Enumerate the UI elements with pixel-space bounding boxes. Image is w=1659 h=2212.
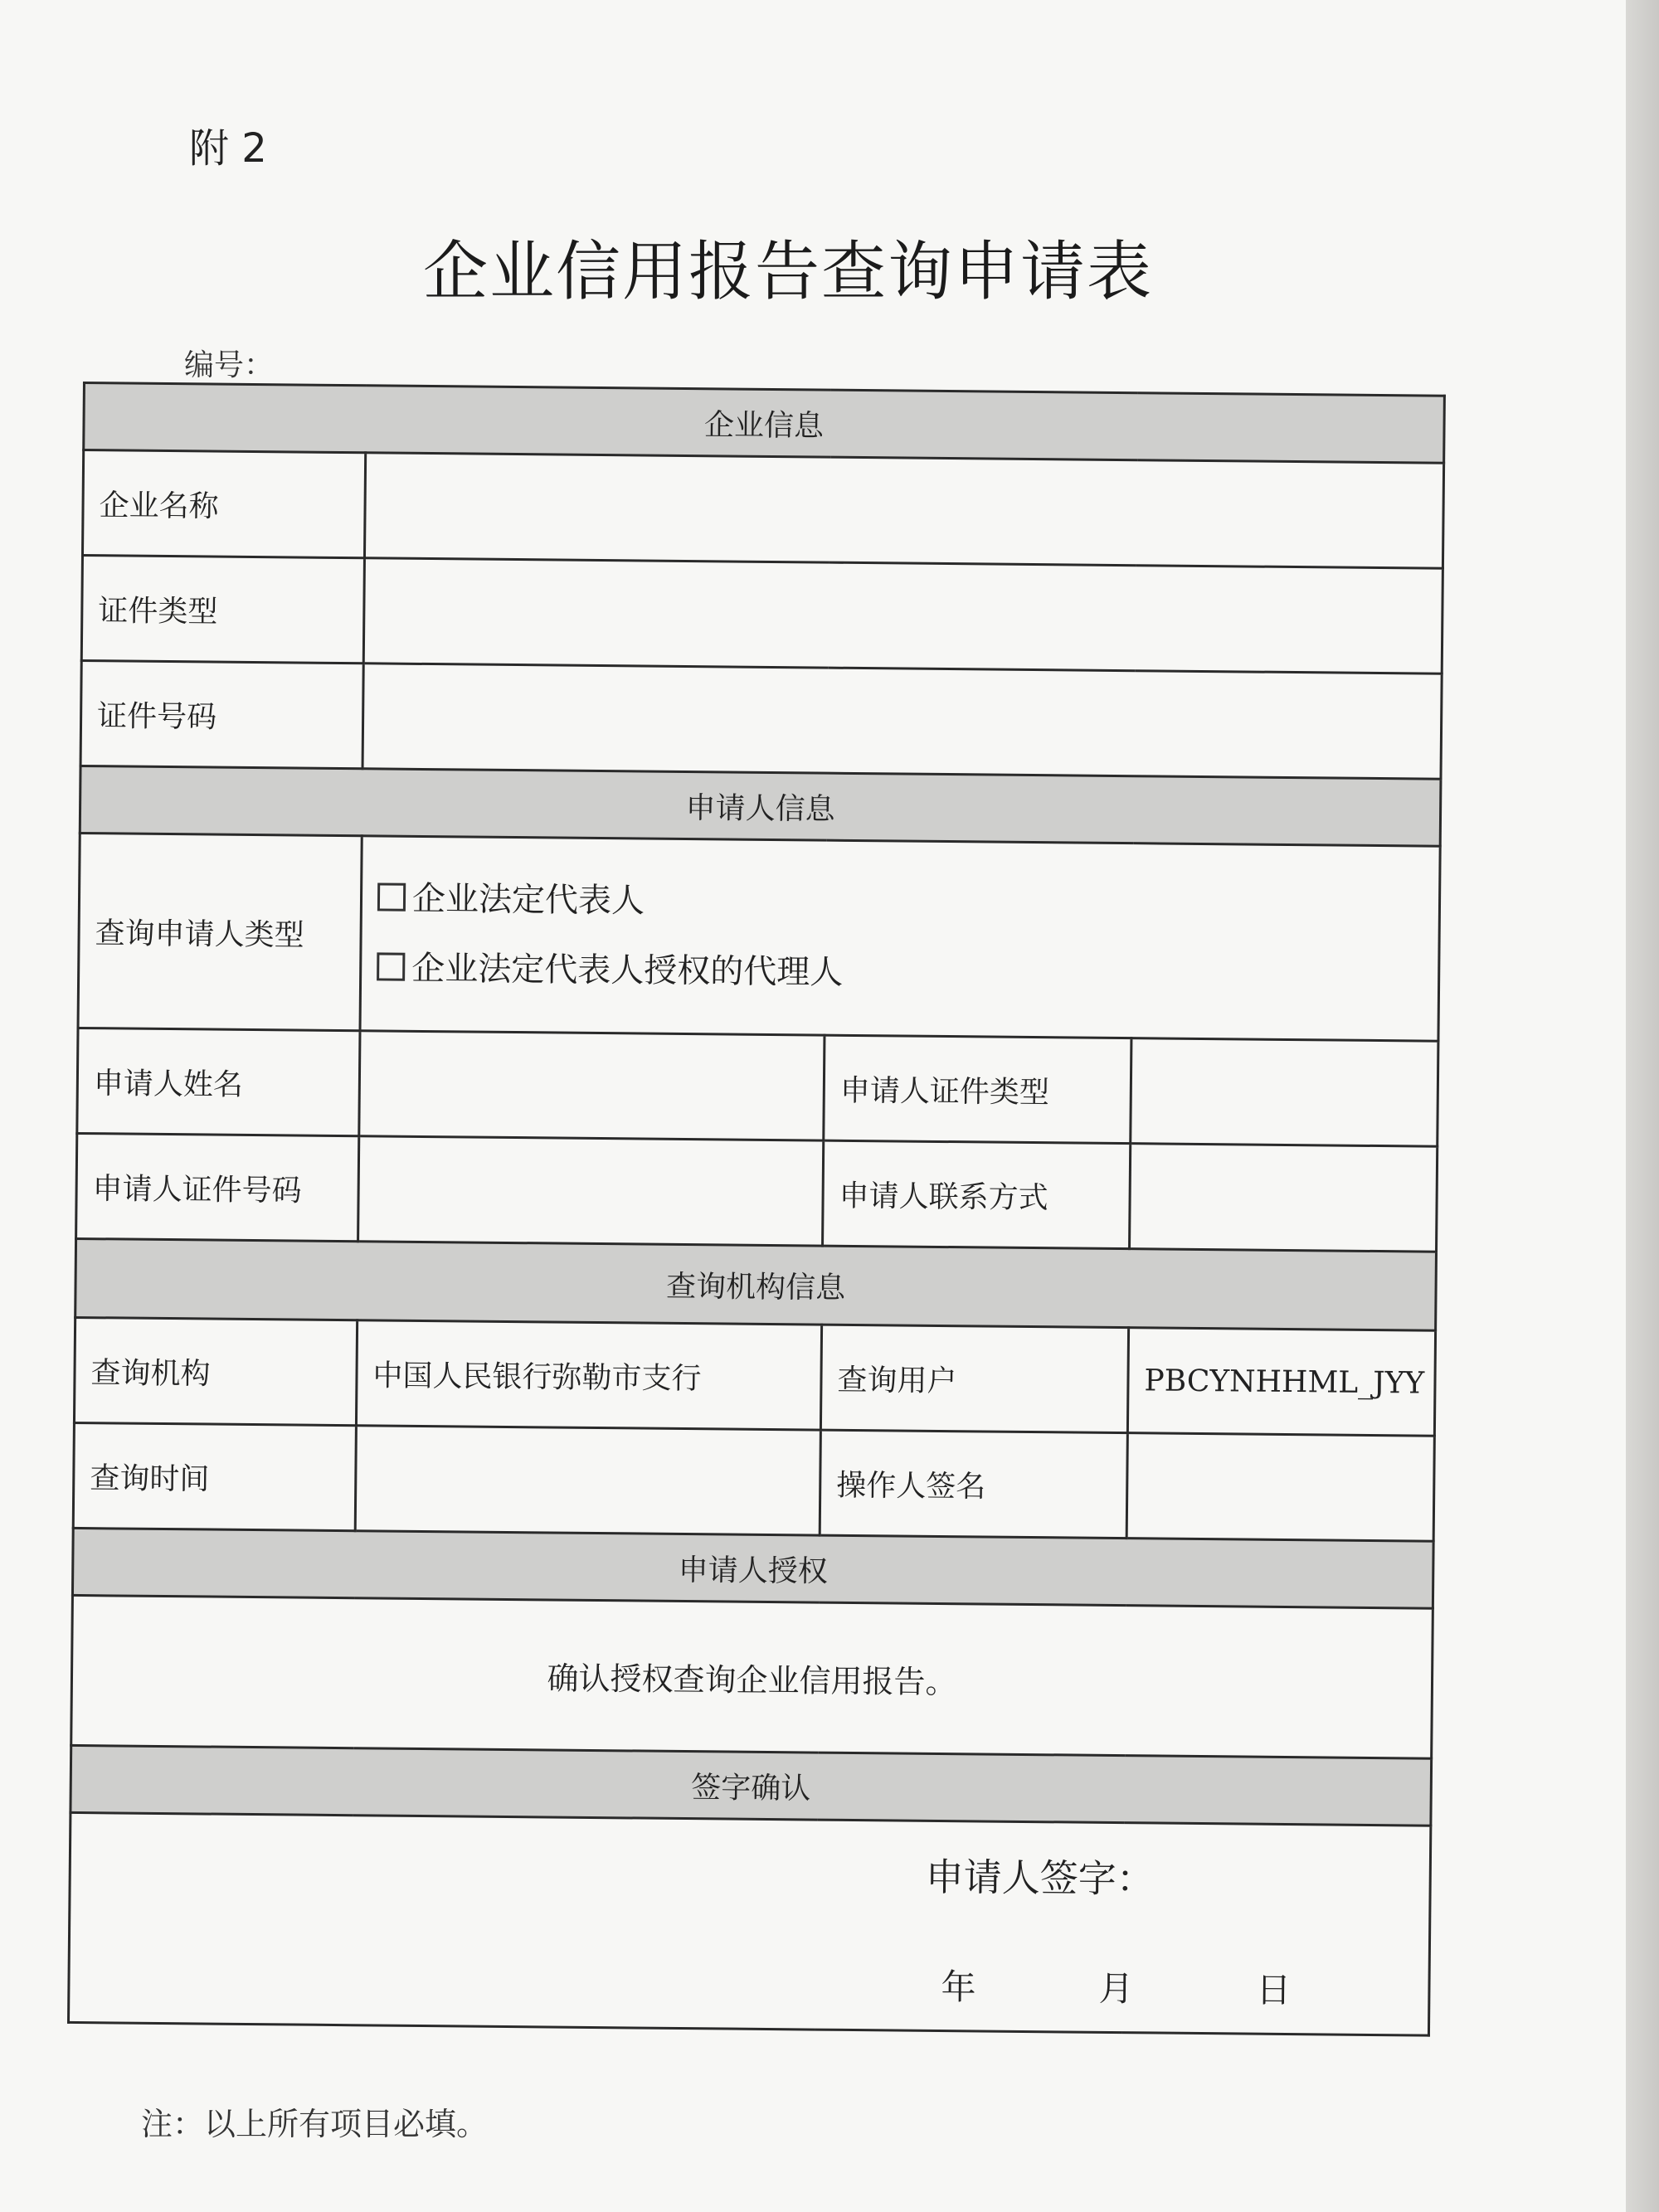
annex-label: 附 2 — [189, 125, 267, 172]
applicant-contact-field[interactable] — [1130, 1144, 1438, 1252]
applicant-id-type-field[interactable] — [1131, 1038, 1438, 1147]
section-applicant — [80, 766, 1441, 846]
applicant-signature-label: 申请人签字： — [925, 1854, 1155, 1902]
applicant-name-field[interactable] — [359, 1031, 825, 1140]
form-title: 企业信用报告查询申请表 — [422, 235, 1153, 309]
signature-date — [924, 1960, 1414, 2015]
enterprise-name-label: 企业名称 — [82, 450, 365, 558]
row-enterprise-name — [82, 450, 1443, 569]
institution-user-label: 查询用户 — [820, 1325, 1128, 1433]
row-query-time — [73, 1422, 1434, 1541]
signature-block — [924, 1847, 1415, 2015]
footnote: 注：以上所有项目必填。 — [141, 2106, 489, 2142]
row-applicant-type — [78, 833, 1440, 1041]
section-applicant-header: 申请人信息 — [80, 766, 1441, 846]
row-authorization — [71, 1595, 1433, 1758]
institution-org-label: 查询机构 — [74, 1317, 357, 1425]
applicant-id-number-field[interactable] — [358, 1136, 824, 1246]
applicant-type-label: 查询申请人类型 — [78, 833, 362, 1030]
query-time-field[interactable] — [355, 1426, 820, 1535]
date-year-label: 年 — [941, 1966, 976, 2008]
section-signature-header: 签字确认 — [71, 1745, 1432, 1826]
section-signature — [71, 1745, 1432, 1826]
page-edge — [1626, 0, 1659, 2212]
checkbox-icon[interactable] — [377, 882, 406, 911]
row-signature — [69, 1812, 1431, 2035]
application-form — [67, 382, 1446, 2037]
applicant-type-options — [360, 836, 1440, 1041]
row-enterprise-id-number — [80, 660, 1442, 779]
date-day-label: 日 — [1256, 1969, 1292, 2011]
enterprise-id-type-field[interactable] — [363, 558, 1443, 673]
row-applicant-name — [77, 1028, 1438, 1146]
query-time-label: 查询时间 — [73, 1422, 356, 1530]
checkbox-icon[interactable] — [377, 952, 405, 980]
section-authorization — [72, 1528, 1433, 1608]
enterprise-id-type-label: 证件类型 — [81, 556, 364, 664]
option-authorized-agent[interactable] — [377, 933, 1423, 1013]
enterprise-name-field[interactable] — [364, 453, 1443, 568]
applicant-name-label: 申请人姓名 — [77, 1028, 360, 1135]
section-institution — [75, 1238, 1437, 1330]
institution-user-value: PBCYNHHML_JYY — [1127, 1328, 1435, 1437]
applicant-id-type-label: 申请人证件类型 — [824, 1035, 1131, 1144]
applicant-contact-label: 申请人联系方式 — [823, 1140, 1131, 1249]
date-month-label: 月 — [1098, 1967, 1134, 2010]
row-enterprise-id-type — [81, 556, 1443, 674]
option-authorized-agent-label: 企业法定代表人授权的代理人 — [411, 949, 844, 992]
option-legal-representative[interactable] — [377, 863, 1424, 943]
serial-number-label: 编号： — [184, 348, 275, 382]
section-institution-header: 查询机构信息 — [75, 1238, 1437, 1330]
enterprise-id-number-field[interactable] — [362, 664, 1442, 779]
authorization-text: 确认授权查询企业信用报告。 — [71, 1595, 1433, 1758]
institution-org-value: 中国人民银行弥勒市支行 — [356, 1320, 821, 1430]
enterprise-id-number-label: 证件号码 — [80, 660, 363, 768]
row-institution — [74, 1317, 1435, 1436]
section-enterprise-header: 企业信息 — [84, 383, 1445, 464]
row-applicant-id-number — [76, 1133, 1438, 1252]
section-enterprise — [84, 383, 1445, 464]
section-authorization-header: 申请人授权 — [72, 1528, 1433, 1608]
signature-area[interactable] — [69, 1812, 1431, 2035]
option-legal-representative-label: 企业法定代表人 — [411, 879, 645, 921]
applicant-id-number-label: 申请人证件号码 — [76, 1133, 359, 1241]
operator-signature-field[interactable] — [1126, 1433, 1434, 1542]
operator-signature-label: 操作人签名 — [820, 1430, 1127, 1539]
